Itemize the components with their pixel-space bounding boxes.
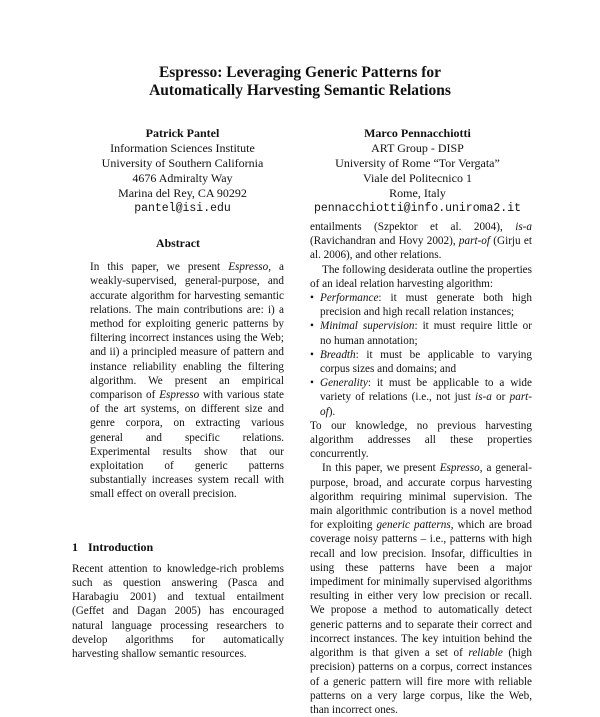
relation-term: part-of	[320, 391, 532, 418]
property-name: Performance	[320, 292, 379, 305]
system-name: Espresso	[228, 261, 269, 274]
relation-term: is-a	[515, 221, 532, 233]
text-part: (Ravichandran and Hovy 2002),	[310, 235, 459, 248]
desiderata-intro: The following desiderata outline the properties of an ideal relation harvesting algorithm:	[310, 263, 532, 290]
paper-title	[60, 64, 540, 100]
property-text: or	[491, 391, 510, 404]
author-block-1	[60, 126, 305, 216]
bullet-icon: •	[310, 292, 314, 305]
text-part: (Girju et al. 2006), and other relations.	[310, 235, 532, 262]
abstract-heading: Abstract	[156, 236, 200, 250]
property-name: Minimal supervision	[320, 320, 415, 333]
author-email[interactable]: pantel@isi.edu	[134, 202, 231, 215]
abstract-text-part: , a weakly-supervised, general-purpose, and accurate algorithm for harvesting semantic relations. The main contributions are: i) a method for exploiting generic patterns by filtering incorrect instances using the Web; and ii) a principled measure of pattern and instance reliability enabling the filtering algorithm. We present an empirical comparison of	[90, 261, 284, 402]
system-name: Espresso	[159, 389, 200, 402]
abstract-text-part: with various state of the art systems, on different size and genre corpora, on extracting various general and specific relations. Experimental results show that our exploitation of generic patterns substantially increases system recall with small effect on overall precision.	[90, 389, 285, 501]
bullet-icon: •	[310, 377, 314, 390]
emphasized-term: reliable	[468, 647, 503, 660]
introduction-text: Recent attention to knowledge-rich problems such as question answering (Pasca and Harabagiu 2001) and textual entailment (Geffet and Dagan 2005) has encouraged natural language processing researchers to develop algorithms for automatically harvesting shallow semantic resources.	[72, 562, 284, 661]
property-text: : it must require little or no human annotation;	[320, 320, 532, 347]
author-name: Marco Pennacchiotti	[364, 126, 471, 140]
contribution-paragraph	[310, 461, 532, 717]
property-text: : it must be applicable to varying corpus sizes and domains; and	[320, 348, 532, 376]
text-part: In this paper, we present	[322, 462, 440, 475]
abstract-text	[90, 260, 284, 501]
list-item	[310, 376, 532, 419]
section-heading	[72, 540, 284, 554]
list-item	[310, 348, 532, 376]
text-part: , which are broad coverage noisy patterns – i.e., patterns with high recall and low precision. Insofar, difficulties in using these patterns have been a major impediment for minimally supervised algorithms resulting in either very low precision or recall. We propose a method to automatically detect generic patterns and to separate their correct and incorrect instances. The key intuition behind the algorithm is that given a set of	[310, 519, 532, 660]
property-name: Generality	[320, 377, 368, 390]
author-name: Patrick Pantel	[145, 126, 220, 140]
author-address: Viale del Politecnico 1	[363, 171, 472, 185]
section-title: Introduction	[88, 539, 154, 554]
section-number: 1	[72, 539, 78, 554]
bullet-icon: •	[310, 348, 314, 361]
text-part: , a general-purpose, broad, and accurate corpus harvesting algorithm requiring minimal supervision. The main algorithmic contribution is a novel method for exploiting	[310, 462, 532, 532]
property-text: : it must generate both high precision and high recall relation instances;	[320, 292, 532, 319]
text-part: entailments (Szpektor et al. 2004),	[310, 221, 516, 233]
emphasized-term: generic patterns	[376, 519, 451, 532]
property-text: : it must be applicable to a wide variety of relations (i.e., not just	[320, 377, 532, 404]
title-line-1: Espresso: Leveraging Generic Patterns for	[158, 64, 442, 81]
author-address: Rome, Italy	[389, 186, 446, 200]
relation-term: part-of	[458, 235, 490, 248]
bullet-icon: •	[310, 320, 314, 333]
left-column	[72, 236, 284, 661]
author-affiliation: University of Rome “Tor Vergata”	[335, 156, 500, 170]
author-email[interactable]: pennacchiotti@info.uniroma2.it	[313, 202, 522, 215]
properties-list	[310, 291, 532, 419]
list-item	[310, 319, 532, 347]
text-part: (high precision) patterns on a corpus, correct instances of a generic pattern will fire more with reliable patterns on a very large corpus, like the Web, than incorrect ones.	[310, 647, 532, 716]
relation-term: is-a	[475, 391, 492, 404]
author-affiliation: ART Group - DISP	[371, 141, 464, 155]
title-line-2: Automatically Harvesting Semantic Relations	[149, 82, 451, 99]
knowledge-paragraph: To our knowledge, no previous harvesting algorithm addresses all these properties concurrently.	[310, 419, 532, 461]
property-name: Breadth	[320, 348, 356, 361]
author-address: 4676 Admiralty Way	[132, 171, 233, 185]
author-affiliation: University of Southern California	[101, 156, 264, 170]
author-affiliation: Information Sciences Institute	[110, 141, 255, 155]
property-text: ).	[328, 405, 336, 418]
list-item	[310, 291, 532, 319]
paragraph-continued	[310, 220, 532, 263]
abstract-text-part: In this paper, we present	[90, 261, 229, 274]
author-address: Marina del Rey, CA 90292	[118, 186, 247, 200]
right-column	[310, 220, 532, 717]
system-name: Espresso	[439, 462, 480, 475]
author-block-2	[295, 126, 540, 216]
